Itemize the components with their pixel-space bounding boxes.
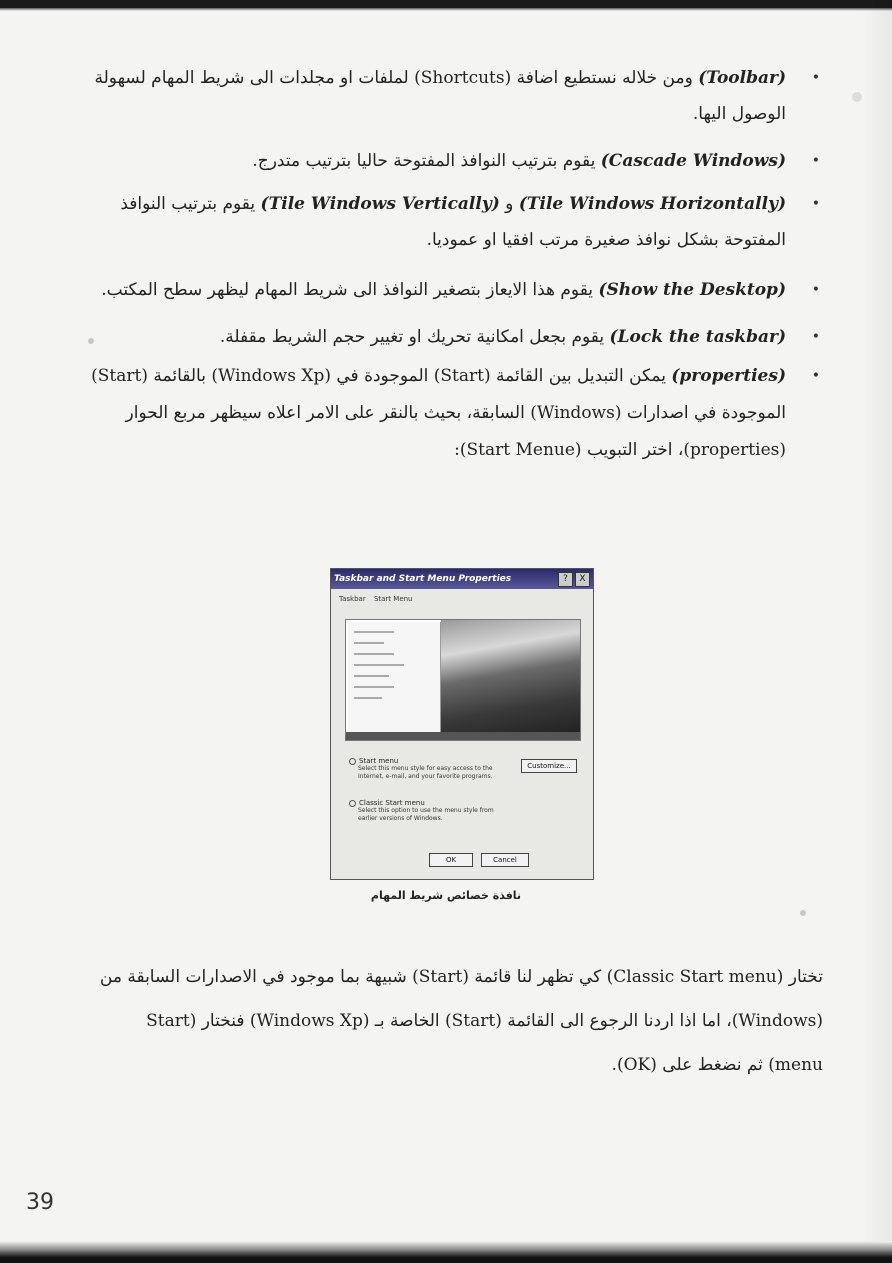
dialog-screenshot — [330, 568, 594, 880]
option-start-menu[interactable] — [349, 757, 499, 781]
desc-toolbar: ومن خلاله نستطيع اضافة (Shortcuts) لملفات او مجلدات الى شريط المهام لسهولة الوصول اليها. — [94, 68, 786, 124]
figure-caption: نافذة خصائص شريط المهام — [370, 889, 522, 902]
desc-show-desktop: يقوم هذا الايعاز بتصغير النوافذ الى شريط المهام ليظهر سطح المكتب. — [101, 280, 599, 300]
desktop-preview-image — [441, 620, 580, 740]
term-cascade: (Cascade Windows) — [600, 151, 786, 171]
bullet-show-desktop — [90, 272, 790, 308]
option-start-menu-desc: Select this menu style for easy access to the Internet, e-mail, and your favorite programs. — [358, 765, 493, 780]
bullet-list — [90, 60, 790, 469]
desc-lock-taskbar: يقوم بجعل امكانية تحريك او تغيير حجم الشريط مقفلة. — [219, 327, 610, 347]
term-show-desktop: (Show the Desktop) — [598, 280, 786, 300]
page-number: 39 — [26, 1190, 54, 1215]
closing-paragraph: تختار (Classic Start menu) كي تظهر لنا قائمة (Start) شبيهة بما موجود في الاصدارات السابقة من (Windows)، اما اذا اردنا الرجوع الى القائمة (Start) الخاصة بـ (Windows Xp) فنختار (Start menu) ثم نضغط على (OK). — [99, 967, 823, 1075]
option-start-menu-label: Start menu — [359, 757, 399, 765]
help-icon[interactable]: ? — [558, 572, 573, 587]
scan-speck — [88, 338, 94, 344]
option-classic-desc: Select this option to use the menu style from earlier versions of Windows. — [358, 807, 494, 822]
tab-taskbar[interactable]: Taskbar — [339, 595, 366, 603]
bullet-section — [90, 60, 790, 483]
term-tile-vertical: (Tile Windows Vertically) — [260, 194, 500, 214]
scan-top-edge — [0, 0, 892, 8]
desc-cascade: يقوم بترتيب النوافذ المفتوحة حاليا بترتيب متدرج. — [252, 151, 601, 171]
term-lock-taskbar: (Lock the taskbar) — [609, 327, 786, 347]
dialog-tabs — [331, 589, 593, 603]
term-tile-horizontal: (Tile Windows Horizontally) — [518, 194, 786, 214]
start-menu-preview-panel — [348, 622, 441, 734]
option-classic-start-menu[interactable] — [349, 799, 499, 823]
bullet-cascade — [90, 146, 790, 176]
term-toolbar: (Toolbar) — [698, 68, 786, 88]
scan-bottom-edge — [0, 1241, 892, 1263]
desc-tile: يقوم بترتيب النوافذ المفتوحة بشكل نوافذ صغيرة مرتب افقيا او عموديا. — [120, 194, 786, 250]
dialog-controls — [558, 572, 590, 587]
bullet-tile — [90, 186, 790, 258]
scan-speck — [852, 92, 862, 102]
radio-classic-start-menu[interactable] — [349, 800, 356, 807]
term-properties: (properties) — [671, 366, 786, 386]
dialog-titlebar — [331, 569, 593, 589]
bullet-toolbar — [90, 60, 790, 132]
scan-speck — [800, 910, 806, 916]
radio-start-menu[interactable] — [349, 758, 356, 765]
dialog-title: Taskbar and Start Menu Properties — [334, 574, 512, 584]
taskbar-preview — [346, 732, 580, 740]
start-menu-preview — [345, 619, 581, 741]
tab-start-menu[interactable]: Start Menu — [373, 595, 413, 603]
bullet-lock-taskbar — [90, 322, 790, 352]
cancel-button[interactable]: Cancel — [481, 853, 529, 867]
scan-top-shadow — [0, 8, 892, 11]
conj-and: و — [499, 194, 519, 214]
option-classic-label: Classic Start menu — [359, 799, 425, 807]
close-icon[interactable]: X — [575, 572, 590, 587]
customize-button[interactable]: Customize... — [521, 759, 577, 773]
scan-right-shade — [862, 0, 892, 1263]
bullet-properties — [90, 358, 790, 469]
ok-button[interactable]: OK — [429, 853, 473, 867]
desc-properties: يمكن التبديل بين القائمة (Start) الموجودة في (Windows Xp) بالقائمة (Start) الموجودة في اصدارات (Windows) السابقة، بحيث بالنقر على الامر اعلاه سيظهر مربع الحوار (properties)، اختر التبويب (Start Menue): — [91, 366, 786, 460]
